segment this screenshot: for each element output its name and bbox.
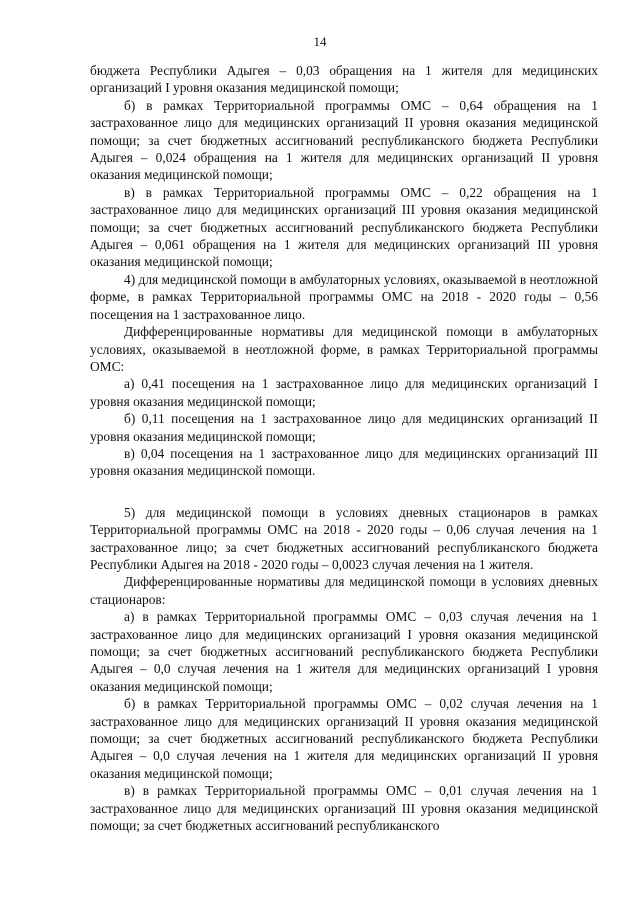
paragraph: а) в рамках Территориальной программы ОМС – 0,03 случая лечения на 1 застрахованное лицо для медицинских организаций I уровня оказания медицинской помощи; за счет бюджетных ассигнований республиканского бюджета Республики Адыгея – 0,0 случая лечения на 1 жителя для медицинских организаций I уровня оказания медицинской помощи; [90, 609, 598, 694]
paragraph: в) в рамках Территориальной программы ОМС – 0,01 случая лечения на 1 застрахованное лицо для медицинских организаций III уровня оказания медицинской помощи; за счет бюджетных ассигнований республиканского [90, 783, 598, 834]
paragraph: б) в рамках Территориальной программы ОМС – 0,64 обращения на 1 застрахованное лицо для медицинских организаций II уровня оказания медицинской помощи; за счет бюджетных ассигнований республиканского бюджета Республики Адыгея – 0,024 обращения на 1 жителя для медицинских организаций II уровня оказания медицинской помощи; [90, 97, 598, 183]
paragraph: бюджета Республики Адыгея – 0,03 обращения на 1 жителя для медицинских организаций I уровня оказания медицинской помощи; [90, 63, 598, 96]
page-number: 14 [313, 34, 327, 49]
paragraph: Дифференцированные нормативы для медицинской помощи в условиях дневных стационаров: [90, 574, 598, 607]
paragraph: а) 0,41 посещения на 1 застрахованное лицо для медицинских организаций I уровня оказания медицинской помощи; [90, 376, 598, 409]
document-body [90, 62, 598, 834]
section-gap [90, 480, 598, 504]
paragraph: 4) для медицинской помощи в амбулаторных условиях, оказываемой в неотложной форме, в рамках Территориальной программы ОМС на 2018 - 2020 годы – 0,56 посещения на 1 застрахованное лицо. [90, 271, 598, 322]
paragraph: в) 0,04 посещения на 1 застрахованное лицо для медицинских организаций III уровня оказания медицинской помощи. [90, 445, 598, 479]
paragraph: б) в рамках Территориальной программы ОМС – 0,02 случая лечения на 1 застрахованное лицо для медицинских организаций II уровня оказания медицинской помощи; за счет бюджетных ассигнований республиканского бюджета Республики Адыгея – 0,0 случая лечения на 1 жителя для медицинских организаций II уровня оказания медицинской помощи; [90, 696, 598, 781]
paragraph: в) в рамках Территориальной программы ОМС – 0,22 обращения на 1 застрахованное лицо для медицинских организаций III уровня оказания медицинской помощи; за счет бюджетных ассигнований республиканского бюджета Республики Адыгея – 0,061 обращения на 1 жителя для медицинских организаций III уровня оказания медицинской помощи; [90, 184, 598, 270]
paragraph: Дифференцированные нормативы для медицинской помощи в амбулаторных условиях, оказываемой в неотложной форме, в рамках Территориальной программы ОМС: [90, 324, 598, 374]
paragraph: 5) для медицинской помощи в условиях дневных стационаров в рамках Территориальной программы ОМС на 2018 - 2020 годы – 0,06 случая лечения на 1 застрахованное лицо; за счет бюджетных ассигнований республиканского бюджета Республики Адыгея на 2018 - 2020 годы – 0,0023 случая лечения на 1 жителя. [90, 504, 598, 572]
paragraph: б) 0,11 посещения на 1 застрахованное лицо для медицинских организаций II уровня оказания медицинской помощи; [90, 411, 598, 444]
